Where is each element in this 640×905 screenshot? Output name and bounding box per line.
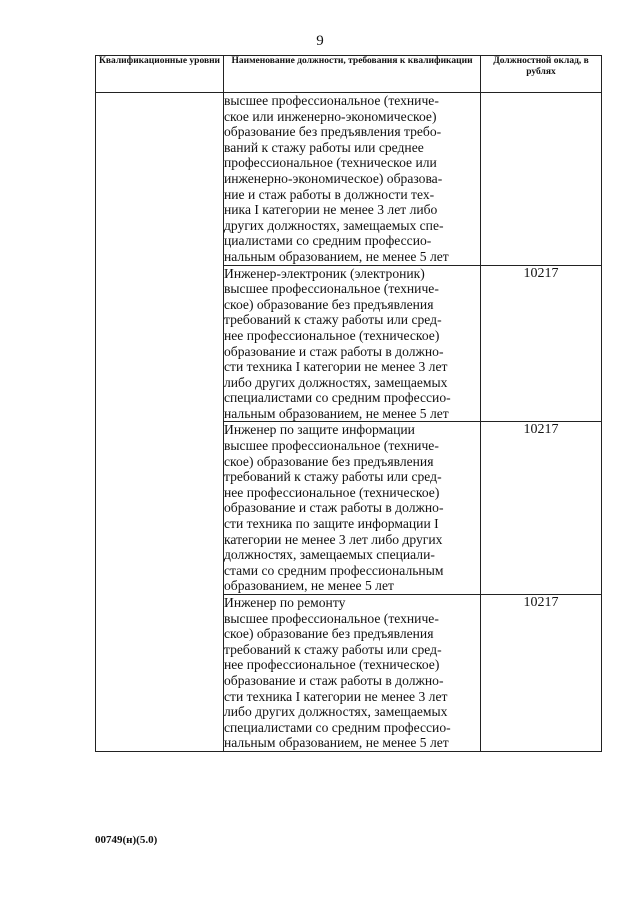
text-line: ское) образование без предъявления <box>224 296 434 312</box>
text-line: ние и стаж работы в должности тех- <box>224 186 435 202</box>
text-line: сти техника по защите информации I <box>224 516 439 532</box>
text-line: специалистами со средним профессио- <box>224 719 451 735</box>
text-line: Инженер-электроник (электроник) <box>224 265 425 281</box>
position-requirements-cell <box>224 422 481 595</box>
text-line: специалистами со средним профессио- <box>224 390 451 406</box>
table-row <box>96 93 602 266</box>
text-line: образование и стаж работы в должно- <box>224 500 444 516</box>
table-body <box>96 93 602 752</box>
text-line: ское или инженерно-экономическое) <box>224 108 437 124</box>
text-line: требований к стажу работы или сред- <box>224 312 442 328</box>
position-requirements-cell <box>224 265 481 422</box>
text-line: других должностях, замещаемых спе- <box>224 217 444 233</box>
text-line: нальным образованием, не менее 5 лет <box>224 248 449 264</box>
level-cell <box>96 93 224 752</box>
text-line: либо других должностях, замещаемых <box>224 704 448 720</box>
text-line: ваний к стажу работы или среднее <box>224 139 424 155</box>
header-salary: Должностной оклад, в рублях <box>481 56 602 93</box>
text-line: высшее профессиональное (техниче- <box>224 93 439 108</box>
text-line: образованием, не менее 5 лет <box>224 578 394 594</box>
text-line: нальным образованием, не менее 5 лет <box>224 735 449 751</box>
text-line: либо других должностях, замещаемых <box>224 374 448 390</box>
text-line: нее профессиональное (техническое) <box>224 657 440 673</box>
text-line: Инженер по ремонту <box>224 595 346 610</box>
header-levels: Квалификационные уровни <box>96 56 224 93</box>
text-line: образование и стаж работы в должно- <box>224 672 444 688</box>
text-line: инженерно-экономическое) образова- <box>224 170 443 186</box>
text-line: стами со средним профессиональным <box>224 562 444 578</box>
text-line: высшее профессиональное (техниче- <box>224 438 439 454</box>
text-line: образование без предъявления требо- <box>224 124 442 140</box>
text-line: требований к стажу работы или сред- <box>224 641 442 657</box>
text-line: высшее профессиональное (техниче- <box>224 281 439 297</box>
text-line: нее профессиональное (техническое) <box>224 327 440 343</box>
text-line: ское) образование без предъявления <box>224 453 434 469</box>
position-requirements-cell <box>224 595 481 752</box>
text-line: категории не менее 3 лет либо других <box>224 531 443 547</box>
text-line: требований к стажу работы или сред- <box>224 469 442 485</box>
text-line: Инженер по защите информации <box>224 422 415 438</box>
text-line: ское) образование без предъявления <box>224 626 434 642</box>
text-line: высшее профессиональное (техниче- <box>224 610 439 626</box>
header-position: Наименование должности, требования к квалификации <box>224 56 481 93</box>
qualification-table <box>95 55 602 752</box>
text-line: нальным образованием, не менее 5 лет <box>224 405 449 421</box>
table-header-row <box>96 56 602 93</box>
text-line: образование и стаж работы в должно- <box>224 343 444 359</box>
salary-cell: 10217 <box>481 265 602 422</box>
position-requirements-cell <box>224 93 481 266</box>
text-line: циалистами со средним профессио- <box>224 233 432 249</box>
page-number: 9 <box>316 33 324 49</box>
text-line: нее профессиональное (техническое) <box>224 484 440 500</box>
text-line: профессиональное (техническое или <box>224 155 437 171</box>
salary-cell: 10217 <box>481 595 602 752</box>
salary-cell <box>481 93 602 266</box>
text-line: сти техника I категории не менее 3 лет <box>224 688 448 704</box>
document-code: 00749(н)(5.0) <box>95 834 158 846</box>
text-line: должностях, замещаемых специали- <box>224 547 435 563</box>
text-line: ника I категории не менее 3 лет либо <box>224 202 438 218</box>
salary-cell: 10217 <box>481 422 602 595</box>
text-line: сти техника I категории не менее 3 лет <box>224 359 448 375</box>
